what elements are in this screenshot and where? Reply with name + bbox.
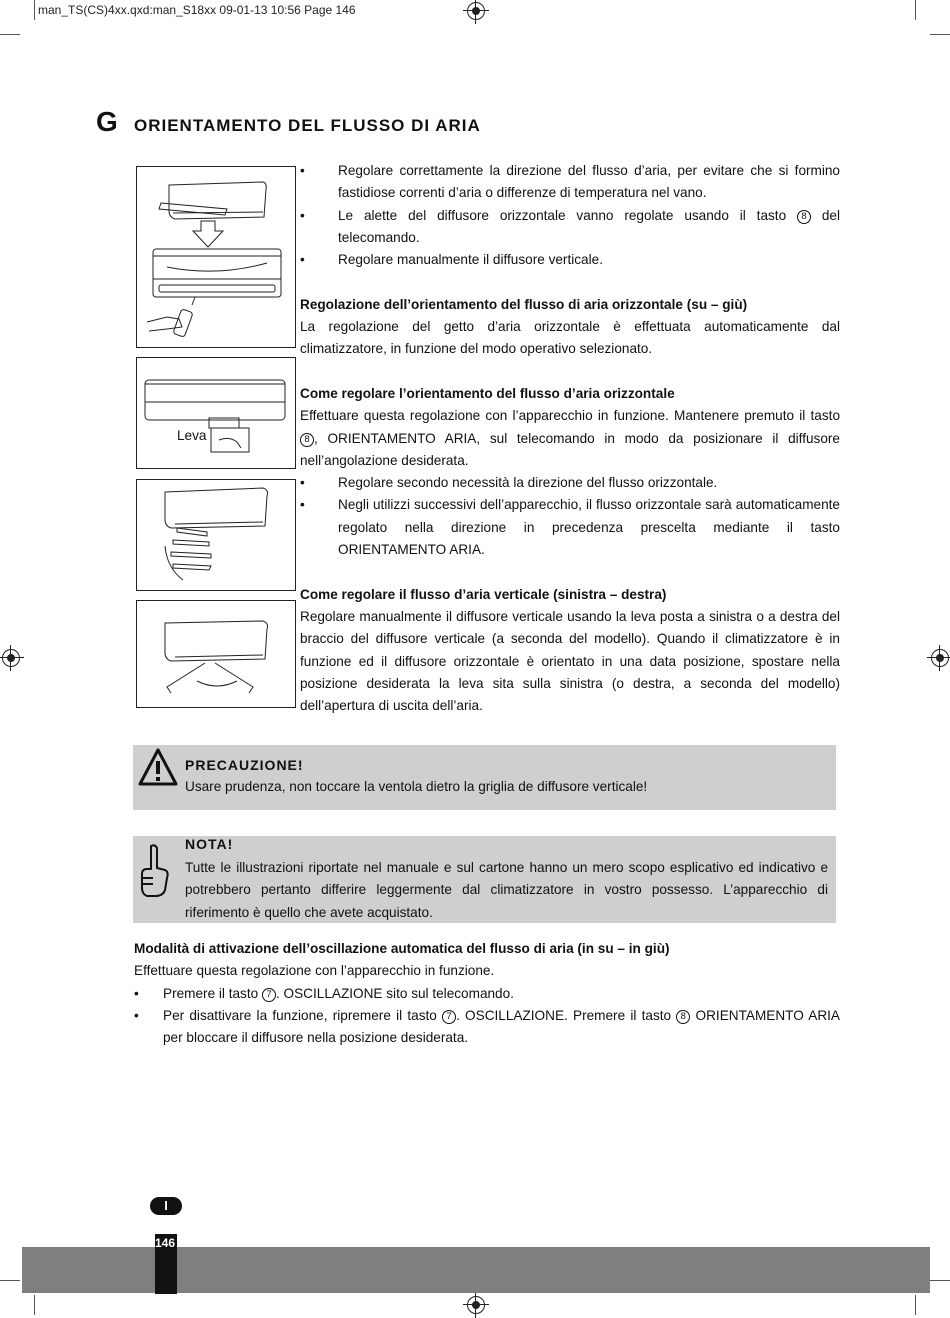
list-item: • Regolare manualmente il diffusore verticale. bbox=[300, 252, 603, 268]
warning-triangle-icon bbox=[137, 747, 179, 787]
figure-label-lever: Leva bbox=[177, 428, 207, 443]
paragraph: Regolare manualmente il diffusore verticale usando la leva posta a sinistra o a destra del braccio del diffusore verticale (a seconda del modello). Quando il climatizzatore è in funzione ed il diffusore orizzontale è orientato in una data posizione, spostare nella posizione desiderata la leva sita sulla sinistra (o destra, a seconda del modello) dell’apertura di uscita dell’aria. bbox=[300, 608, 840, 714]
crop-mark bbox=[930, 1280, 950, 1281]
registration-mark-icon bbox=[467, 1296, 485, 1314]
crop-mark bbox=[915, 1295, 916, 1315]
note-box bbox=[133, 836, 836, 923]
crop-mark bbox=[0, 34, 20, 35]
section-title: ORIENTAMENTO DEL FLUSSO DI ARIA bbox=[134, 116, 481, 135]
oscillation-section bbox=[134, 938, 840, 1049]
registration-mark-icon bbox=[931, 649, 949, 667]
crop-mark bbox=[915, 0, 916, 20]
list-item: • Negli utilizzi successivi dell’apparecchio, il flusso orizzontale sarà automaticamente regolato nella direzione in precedenza prescelta mediante il tasto ORIENTAMENTO ARIA. bbox=[300, 497, 840, 558]
instructions-column bbox=[300, 160, 840, 717]
page-number: 146 bbox=[155, 1236, 176, 1250]
figure-horizontal-flow bbox=[136, 479, 296, 591]
print-slug: man_TS(CS)4xx.qxd:man_S18xx 09-01-13 10:56 Page 146 bbox=[38, 3, 356, 17]
subheading: Regolazione dell’orientamento del flusso di aria orizzontale (su – giù) bbox=[300, 296, 748, 312]
paragraph: Effettuare questa regolazione con l’apparecchio in funzione. Mantenere premuto il tasto 8 , ORIENTAMENTO ARIA, sul telecomando in modo da posizionare il diffusore nell’angolazione desiderata. bbox=[300, 408, 840, 468]
key-number-badge: 8 bbox=[300, 433, 314, 447]
subheading: Come regolare l’orientamento del flusso d’aria orizzontale bbox=[300, 385, 675, 401]
key-number-badge: 8 bbox=[797, 210, 811, 224]
registration-mark-icon bbox=[2, 649, 20, 667]
figure-indoor-unit-remote bbox=[136, 166, 296, 348]
key-number-badge: 7 bbox=[442, 1010, 456, 1024]
list-item: • Regolare secondo necessità la direzione del flusso orizzontale. bbox=[300, 475, 718, 491]
crop-mark bbox=[0, 1280, 20, 1281]
note-text: Tutte le illustrazioni riportate nel manuale e sul cartone hanno un mero scopo esplicativo ed indicativo e potrebbero pertanto differire leggermente dal climatizzatore in vostro possesso. L’apparecchio di riferimento è quello che avete acquistato. bbox=[185, 860, 828, 920]
figure-lever bbox=[136, 357, 296, 469]
caution-box bbox=[133, 745, 836, 810]
crop-mark bbox=[34, 1295, 35, 1315]
list-item: • Premere il tasto 7 . OSCILLAZIONE sito sul telecomando. bbox=[134, 985, 514, 1001]
crop-mark bbox=[34, 0, 35, 20]
list-item: • Regolare correttamente la direzione del flusso d’aria, per evitare che si formino fastidiose correnti d’aria o differenze di temperatura nel vano. bbox=[300, 163, 840, 201]
section-letter: G bbox=[96, 106, 118, 137]
note-title: NOTA! bbox=[185, 836, 234, 852]
page-number-tab bbox=[155, 1234, 177, 1294]
language-badge: I bbox=[150, 1197, 182, 1215]
list-item: • Per disattivare la funzione, ripremere il tasto 7 . OSCILLAZIONE. Premere il tasto 8 ORIENTAMENTO ARIA per bloccare il diffusore nella posizione desiderata. bbox=[134, 1007, 840, 1046]
subheading: Modalità di attivazione dell’oscillazione automatica del flusso di aria (in su – in giù) bbox=[134, 941, 670, 956]
caution-text: Usare prudenza, non toccare la ventola dietro la griglia de diffusore verticale! bbox=[185, 779, 648, 794]
key-number-badge: 7 bbox=[262, 988, 276, 1002]
registration-mark-icon bbox=[467, 2, 485, 20]
list-item: • Le alette del diffusore orizzontale vanno regolate usando il tasto 8 del telecomando. bbox=[300, 207, 840, 245]
subheading: Come regolare il flusso d’aria verticale (sinistra – destra) bbox=[300, 586, 667, 602]
caution-title: PRECAUZIONE! bbox=[185, 757, 304, 773]
figure-vertical-flow bbox=[136, 600, 296, 708]
key-number-badge: 8 bbox=[676, 1010, 690, 1024]
pointing-finger-icon bbox=[139, 842, 171, 898]
crop-mark bbox=[930, 34, 950, 35]
paragraph: La regolazione del getto d’aria orizzontale è effettuata automaticamente dal climatizzatore, in funzione del modo operativo selezionato. bbox=[300, 319, 840, 357]
paragraph: Effettuare questa regolazione con l’apparecchio in funzione. bbox=[134, 963, 495, 979]
